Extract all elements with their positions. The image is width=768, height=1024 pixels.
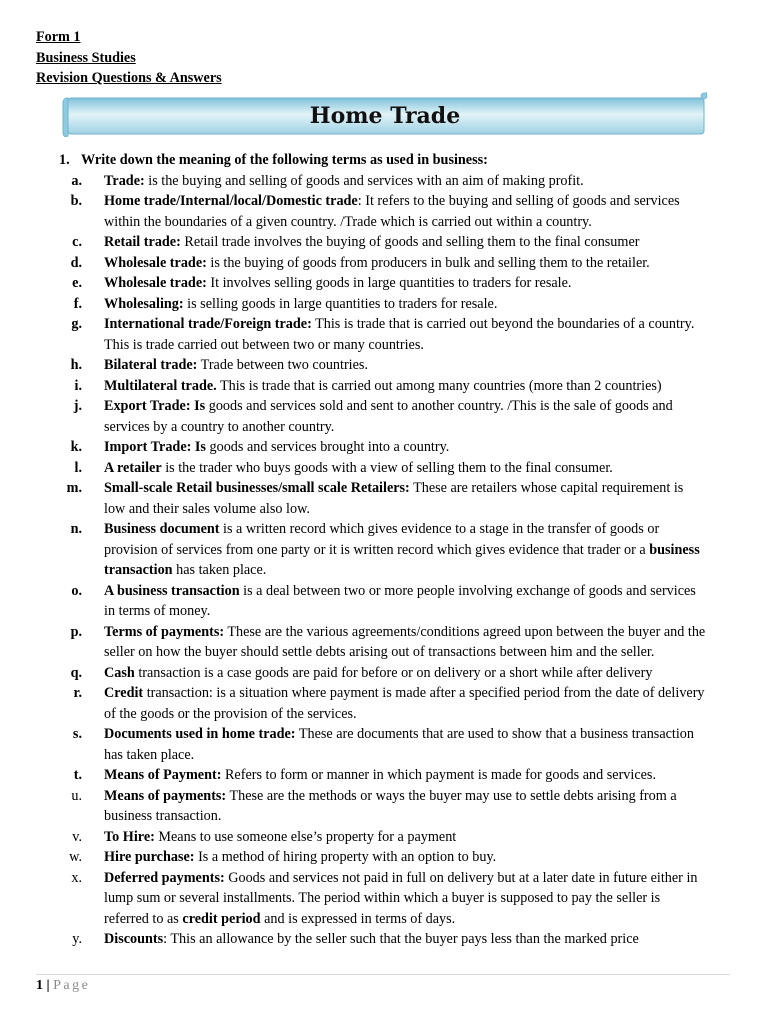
- item-text: [104, 478, 707, 519]
- item-definition: has taken place.: [172, 562, 267, 578]
- item-text: [104, 355, 707, 376]
- list-item: [59, 847, 739, 868]
- list-item: [59, 437, 739, 458]
- page-number: 1: [36, 978, 43, 993]
- banner-title: Home Trade: [309, 103, 461, 129]
- item-term: Wholesale trade:: [104, 275, 207, 291]
- list-item: [59, 724, 739, 765]
- question-heading: [59, 150, 739, 171]
- item-text: [104, 765, 707, 786]
- item-term: Retail trade:: [104, 234, 181, 250]
- item-definition: : This an allowance by the seller such that the buyer pays less than the marked price: [163, 931, 639, 947]
- list-item: [59, 273, 739, 294]
- item-term: A business transaction: [104, 582, 240, 599]
- item-text: [104, 253, 707, 274]
- header-subject: Business Studies: [36, 49, 136, 66]
- item-term: Bilateral trade:: [104, 357, 198, 373]
- section-banner: [62, 92, 708, 138]
- item-term: Terms of payments:: [104, 623, 225, 640]
- list-item: [59, 376, 739, 397]
- item-marker: e.: [72, 275, 82, 291]
- list-item: [59, 868, 739, 930]
- item-definition: : It refers to the buying and selling of goods and services within the boundaries of a given country. /Trade which is carried out within a country.: [104, 193, 680, 230]
- item-marker: i.: [74, 377, 82, 394]
- item-text: [104, 581, 707, 622]
- item-term: Cash: [104, 664, 135, 681]
- page-label: Page: [53, 978, 91, 993]
- list-item: [59, 581, 739, 622]
- item-text: [104, 396, 707, 437]
- document-header: [36, 27, 222, 89]
- item-marker: g.: [71, 316, 82, 332]
- item-marker: u.: [71, 787, 82, 804]
- item-text: [104, 273, 707, 294]
- item-marker: p.: [70, 623, 82, 640]
- item-definition: transaction is a case goods are paid for before or on delivery or a short while after delivery: [134, 664, 653, 681]
- item-definition: Goods and services not paid in full on delivery but at a later date in future either in lump sum or several installments. The period within which a buyer is supposed to pay the seller is referred to as: [104, 869, 698, 927]
- item-definition: These are the various agreements/conditions agreed upon between the buyer and the seller on how the buyer should settle debts arising out of transactions between him and the seller.: [104, 623, 706, 660]
- item-marker: m.: [66, 480, 82, 496]
- item-marker: h.: [70, 357, 82, 373]
- item-term: business transaction: [104, 541, 700, 578]
- item-definition: This is trade that is carried out among many countries (more than 2 countries): [216, 377, 662, 394]
- item-text: [104, 724, 707, 765]
- item-term: Is: [194, 398, 206, 414]
- item-text: [104, 437, 707, 458]
- item-marker: o.: [71, 582, 82, 599]
- item-marker: x.: [71, 869, 82, 886]
- item-term: Business document: [104, 521, 220, 537]
- item-text: [104, 376, 707, 397]
- list-item: [59, 663, 739, 684]
- item-definition: goods and services brought into a country.: [205, 439, 450, 455]
- item-term: Means of payments:: [104, 787, 227, 804]
- item-text: [104, 847, 707, 868]
- item-term: Credit: [104, 685, 144, 701]
- item-text: [104, 929, 707, 950]
- item-marker: f.: [73, 295, 82, 312]
- item-marker: r.: [73, 685, 82, 701]
- item-marker: d.: [70, 254, 82, 271]
- item-definition: is a deal between two or more people involving exchange of goods and services in terms of money.: [104, 582, 696, 619]
- item-definition: These are documents that are used to show that a business transaction has taken place.: [104, 726, 694, 763]
- item-definition: Means to use someone else’s property for a payment: [154, 828, 457, 845]
- item-marker: y.: [72, 931, 82, 947]
- item-definition: Retail trade involves the buying of goods and selling them to the final consumer: [180, 234, 640, 250]
- item-definition: These are retailers whose capital requirement is low and their sales volume also low.: [104, 480, 684, 517]
- item-marker: l.: [74, 459, 82, 476]
- item-term: Deferred payments:: [104, 869, 225, 886]
- item-text: [104, 663, 707, 684]
- item-marker: n.: [70, 521, 82, 537]
- item-marker: a.: [71, 172, 82, 189]
- list-item: [59, 929, 739, 950]
- item-term: International trade/Foreign trade:: [104, 316, 312, 332]
- list-item: [59, 171, 739, 192]
- item-term: To Hire:: [104, 828, 155, 845]
- item-term: Trade:: [104, 172, 145, 189]
- item-term: credit period: [182, 910, 261, 927]
- list-item: [59, 519, 739, 581]
- item-text: [104, 683, 707, 724]
- question-1: [59, 150, 739, 950]
- list-item: [59, 396, 739, 437]
- footer-separator: |: [43, 978, 54, 993]
- item-definition: and is expressed in terms of days.: [260, 910, 456, 927]
- item-definition: is a written record which gives evidence to a stage in the transfer of goods or provision of services from one party or it is written record which gives evidence that trader or a: [104, 521, 660, 558]
- item-text: [104, 868, 707, 930]
- item-definition: is the trader who buys goods with a view of selling them to the final consumer.: [161, 459, 613, 476]
- item-term: Wholesale trade:: [104, 254, 207, 271]
- item-marker: v.: [72, 828, 82, 845]
- item-definition: is selling goods in large quantities to traders for resale.: [183, 295, 498, 312]
- page-footer: [36, 978, 90, 994]
- item-marker: q.: [70, 664, 82, 681]
- item-marker: j.: [73, 398, 82, 414]
- item-definition: is the buying of goods from producers in bulk and selling them to the retailer.: [206, 254, 650, 271]
- item-definition: Refers to form or manner in which payment is made for goods and services.: [221, 767, 656, 783]
- item-term: Small-scale Retail businesses/small scale Retailers:: [104, 480, 410, 496]
- item-marker: b.: [70, 193, 82, 209]
- list-item: [59, 314, 739, 355]
- list-item: [59, 786, 739, 827]
- item-term: Export Trade:: [104, 398, 195, 414]
- item-definition: Is a method of hiring property with an option to buy.: [194, 849, 497, 865]
- item-term: Means of Payment:: [104, 767, 222, 783]
- item-definition: transaction: is a situation where payment is made after a specified period from the date of delivery of the goods or the provision of the services.: [104, 685, 705, 722]
- list-item: [59, 253, 739, 274]
- list-item: [59, 683, 739, 724]
- item-text: [104, 519, 707, 581]
- item-term: Is: [194, 439, 206, 455]
- item-term: Discounts: [104, 931, 164, 947]
- item-marker: t.: [73, 767, 82, 783]
- item-definition: This is trade that is carried out beyond the boundaries of a country. This is trade carried out between two or many countries.: [104, 316, 695, 353]
- item-text: [104, 191, 707, 232]
- list-item: [59, 294, 739, 315]
- item-term: Import Trade:: [104, 439, 195, 455]
- item-text: [104, 786, 707, 827]
- header-title: Revision Questions & Answers: [36, 70, 222, 86]
- item-marker: k.: [70, 439, 82, 455]
- list-item: [59, 458, 739, 479]
- list-item: [59, 765, 739, 786]
- item-text: [104, 171, 707, 192]
- definition-list: [59, 171, 739, 950]
- item-text: [104, 622, 707, 663]
- list-item: [59, 232, 739, 253]
- list-item: [59, 827, 739, 848]
- item-term: Multilateral trade.: [104, 377, 217, 394]
- item-definition: is the buying and selling of goods and services with an aim of making profit.: [144, 172, 584, 189]
- item-definition: Trade between two countries.: [197, 357, 368, 373]
- item-marker: s.: [72, 726, 82, 742]
- question-number: 1.: [59, 152, 70, 168]
- footer-divider: [36, 974, 730, 975]
- item-marker: c.: [72, 234, 82, 250]
- item-text: [104, 232, 707, 253]
- item-term: A retailer: [104, 459, 162, 476]
- item-term: Documents used in home trade:: [104, 726, 296, 742]
- list-item: [59, 478, 739, 519]
- item-definition: It involves selling goods in large quantities to traders for resale.: [206, 275, 572, 291]
- item-term: Wholesaling:: [104, 295, 184, 312]
- item-term: Home trade/Internal/local/Domestic trade: [104, 193, 358, 209]
- header-form: Form 1: [36, 29, 81, 45]
- item-definition: These are the methods or ways the buyer may use to settle debts arising from a business transaction.: [104, 787, 677, 824]
- item-term: Hire purchase:: [104, 849, 195, 865]
- item-text: [104, 458, 707, 479]
- item-text: [104, 294, 707, 315]
- list-item: [59, 355, 739, 376]
- item-text: [104, 827, 707, 848]
- list-item: [59, 622, 739, 663]
- question-text: Write down the meaning of the following terms as used in business:: [81, 152, 488, 168]
- item-definition: goods and services sold and sent to another country. /This is the sale of goods and services by a country to another country.: [104, 398, 673, 435]
- item-text: [104, 314, 707, 355]
- list-item: [59, 191, 739, 232]
- item-marker: w.: [69, 849, 82, 865]
